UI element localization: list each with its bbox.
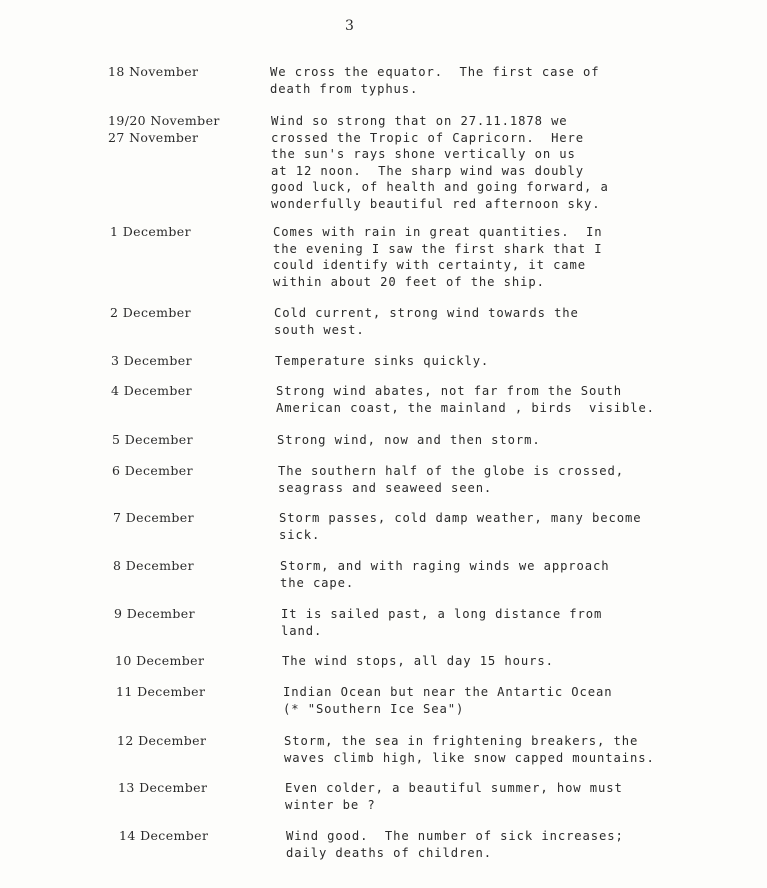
entry-text-line: daily deaths of children. xyxy=(286,845,492,860)
entry-text xyxy=(270,64,600,97)
entry-text-line: within about 20 feet of the ship. xyxy=(273,274,545,289)
entry-text-line: sick. xyxy=(279,527,321,542)
entry-text-line: The southern half of the globe is crossed, xyxy=(278,464,624,478)
entry-text xyxy=(281,606,602,639)
entry-text-line: Comes with rain in great quantities. In xyxy=(273,225,603,239)
entry-text-line: Strong wind, now and then storm. xyxy=(277,433,541,447)
entry-text-line: (* "Southern Ice Sea") xyxy=(283,701,465,716)
entry-date: 6 December xyxy=(112,463,193,478)
entry-text xyxy=(277,432,541,449)
entry-text-line: Indian Ocean but near the Antartic Ocean xyxy=(283,685,613,699)
entry-date: 14 December xyxy=(119,828,209,843)
entry-text xyxy=(286,828,624,861)
entry-text-line: We cross the equator. The first case of xyxy=(270,65,600,79)
entry-text-line: Wind so strong that on 27.11.1878 we xyxy=(271,114,568,128)
entry-text-line: Wind good. The number of sick increases; xyxy=(286,829,624,843)
entry-text-line: the cape. xyxy=(280,575,355,590)
entry-text-line: Strong wind abates, not far from the South xyxy=(276,384,622,398)
entry-text-line: crossed the Tropic of Capricorn. Here xyxy=(271,130,585,145)
entry-text-line: death from typhus. xyxy=(270,81,419,96)
entry-date: 5 December xyxy=(112,432,193,447)
entry-text-line: waves climb high, like snow capped mountains. xyxy=(284,750,655,765)
entry-text-line: Temperature sinks quickly. xyxy=(275,354,490,368)
entry-text xyxy=(271,113,609,212)
entry-text-line: south west. xyxy=(274,322,365,337)
entry-text-line: land. xyxy=(281,623,323,638)
entry-text-line: good luck, of health and going forward, a xyxy=(271,180,609,194)
entry-text xyxy=(274,305,579,338)
entry-date: 12 December xyxy=(117,733,207,748)
entry-text xyxy=(275,353,489,370)
entry-text-line: It is sailed past, a long distance from xyxy=(281,607,603,621)
entry-text-line: winter be ? xyxy=(285,797,376,812)
entry-date: 18 November xyxy=(108,64,199,79)
entry-text xyxy=(273,224,603,290)
entry-text-line: wonderfully beautiful red afternoon sky. xyxy=(271,196,601,211)
entry-date: 3 December xyxy=(111,353,192,368)
entry-text xyxy=(284,733,655,766)
entry-date: 9 December xyxy=(114,606,195,621)
page-number: 3 xyxy=(345,18,354,34)
entry-text-line: seagrass and seaweed seen. xyxy=(278,480,493,495)
entry-date: 11 December xyxy=(116,684,206,699)
entry-date: 13 December xyxy=(118,780,208,795)
entry-date: 4 December xyxy=(111,383,192,398)
entry-text-line: the sun's rays shone vertically on us xyxy=(271,147,576,161)
entry-text xyxy=(282,653,554,670)
entry-text xyxy=(283,684,613,717)
entry-text xyxy=(279,510,641,543)
entry-text-line: American coast, the mainland , birds visible. xyxy=(276,400,655,415)
entry-text-line: Cold current, strong wind towards the xyxy=(274,306,579,320)
entry-date: 2 December xyxy=(110,305,191,320)
entry-text-line: Storm passes, cold damp weather, many become xyxy=(279,511,642,525)
entry-text-line: Even colder, a beautiful summer, how must xyxy=(285,781,623,795)
entry-text xyxy=(276,383,655,416)
entry-date: 10 December xyxy=(115,653,205,668)
entry-date: 19/20 November 27 November xyxy=(108,113,220,145)
entry-text xyxy=(285,780,623,813)
entry-text xyxy=(278,463,624,496)
entry-text-line: could identify with certainty, it came xyxy=(273,258,587,272)
entry-text-line: Storm, the sea in frightening breakers, the xyxy=(284,734,639,748)
entry-date: 1 December xyxy=(110,224,191,239)
entry-date: 8 December xyxy=(113,558,194,573)
entry-text-line: the evening I saw the first shark that I xyxy=(273,241,603,256)
entry-text-line: Storm, and with raging winds we approach xyxy=(280,559,610,573)
entry-text xyxy=(280,558,610,591)
entry-text-line: at 12 noon. The sharp wind was doubly xyxy=(271,163,585,178)
entry-text-line: The wind stops, all day 15 hours. xyxy=(282,654,554,668)
entry-date: 7 December xyxy=(113,510,194,525)
